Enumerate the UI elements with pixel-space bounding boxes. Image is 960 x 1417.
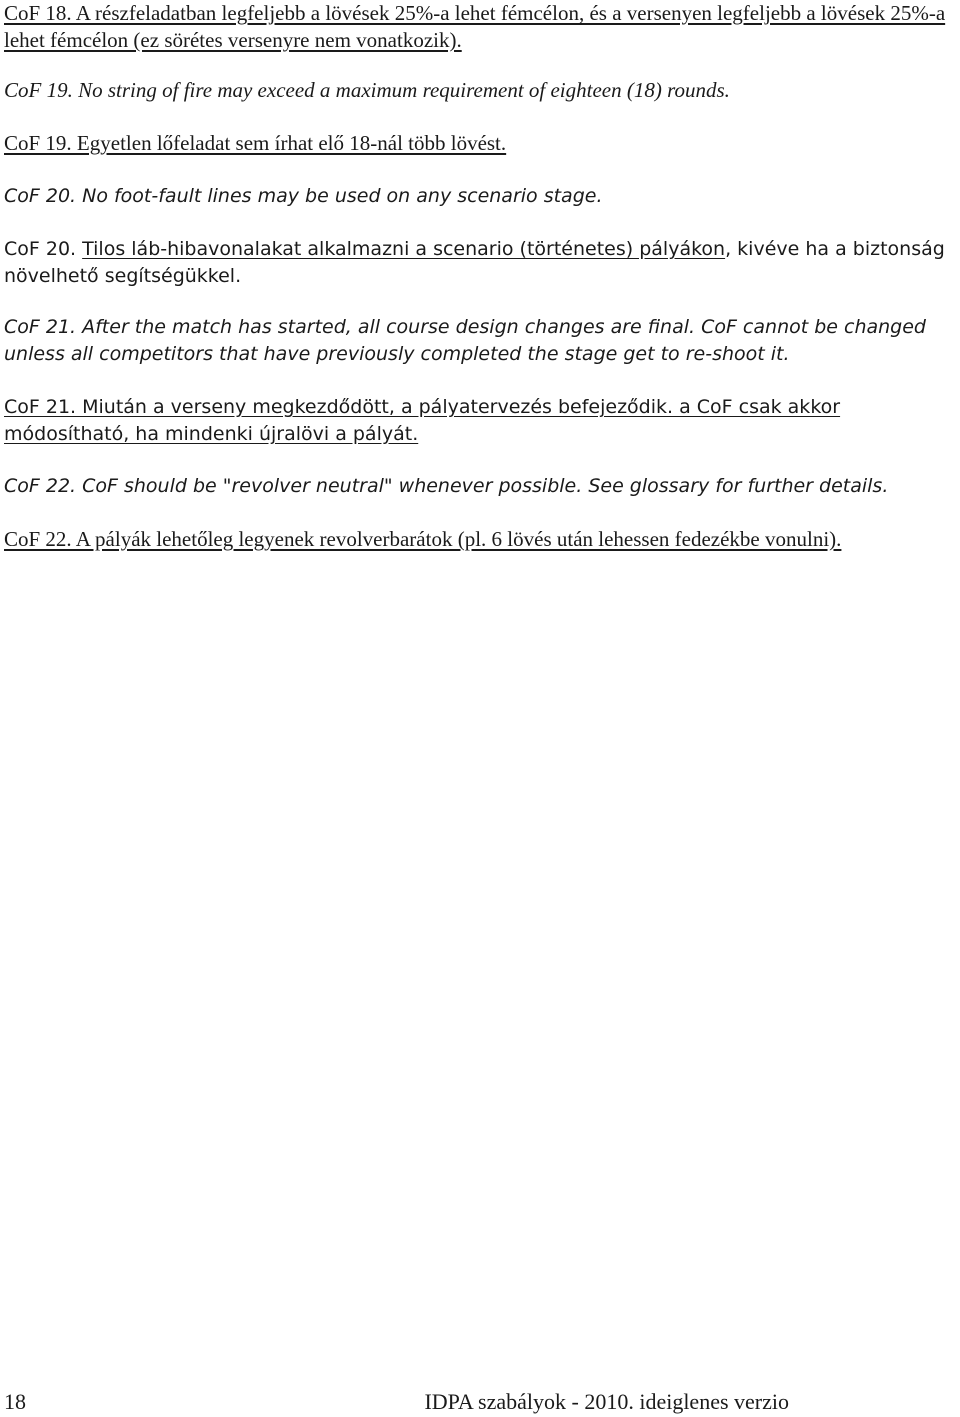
cof20-hu-underlined: Tilos láb-hibavonalakat alkalmazni a scenario (történetes) pályákon — [82, 238, 726, 260]
paragraph-cof22-en: CoF 22. CoF should be "revolver neutral" whenever possible. See glossary for further details. — [4, 475, 889, 497]
paragraph-cof21-hu: CoF 21. Miután a verseny megkezdődött, a pályatervezés befejeződik. a CoF csak akkor módosítható, ha mindenki újralövi a pályát. — [4, 396, 841, 445]
paragraph-cof20-hu — [4, 236, 954, 290]
paragraph-cof21-en: CoF 21. After the match has started, all course design changes are final. CoF cannot be changed unless all competitors that have previously completed the stage get to re-shoot it. — [4, 316, 926, 365]
footer-page-number: 18 — [4, 1389, 26, 1414]
paragraph-cof18-hu: CoF 18. A részfeladatban legfeljebb a lövések 25%-a lehet fémcélon, és a versenyen legfeljebb a lövések 25%-a lehet fémcélon (ez sörétes versenyre nem vonatkozik). — [4, 1, 946, 52]
paragraph-cof22-hu: CoF 22. A pályák lehetőleg legyenek revolverbarátok (pl. 6 lövés után lehessen fedezékbe vonulni). — [4, 527, 842, 551]
footer-title: IDPA szabályok - 2010. ideiglenes verzio — [424, 1389, 789, 1414]
cof20-hu-prefix: CoF 20. — [4, 238, 83, 260]
cof20-hu-rest: , kivéve ha a biztonság növelhető segítségükkel. — [4, 238, 945, 287]
paragraph-cof19-en: CoF 19. No string of fire may exceed a maximum requirement of eighteen (18) rounds. — [4, 78, 730, 102]
paragraph-cof20-en: CoF 20. No foot-fault lines may be used on any scenario stage. — [4, 185, 603, 207]
paragraph-cof19-hu: CoF 19. Egyetlen lőfeladat sem írhat elő 18-nál több lövést. — [4, 131, 507, 155]
